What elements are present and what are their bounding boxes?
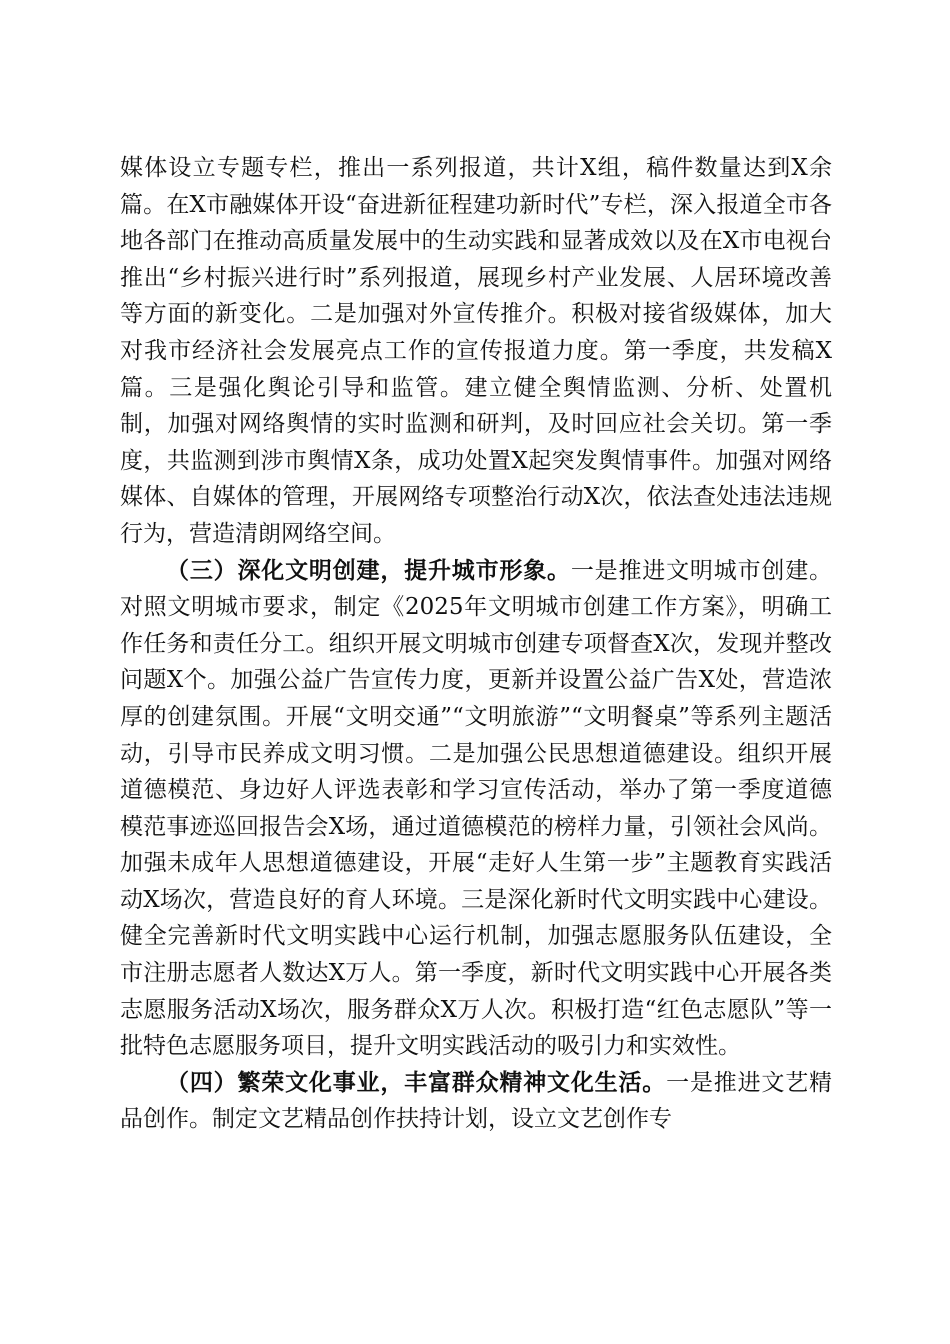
- paragraph-text: 媒体设立专题专栏，推出一系列报道，共计X组，稿件数量达到X余篇。在X市融媒体开设“奋进新征程建功新时代”专栏，深入报道全市各地各部门在推动高质量发展中的生动实践和显著成效以及在X市电视台推出“乡村振兴进行时”系列报道，展现乡村产业发展、人居环境改善等方面的新变化。二是加强对外宣传推介。积极对接省级媒体，加大对我市经济社会发展亮点工作的宣传报道力度。第一季度，共发稿X篇。三是强化舆论引导和监管。建立健全舆情监测、分析、处置机制，加强对网络舆情的实时监测和研判，及时回应社会关切。第一季度，共监测到涉市舆情X条，成功处置X起突发舆情事件。加强对网络媒体、自媒体的管理，开展网络专项整治行动X次，依法查处违法违规行为，营造清朗网络空间。: [120, 155, 832, 547]
- paragraph-text: 一是推进文艺精品创作。制定文艺精品创作扶持计划，设立文艺创作专: [120, 1069, 833, 1133]
- paragraph-text: 一是推进文明城市创建。对照文明城市要求，制定《2025年文明城市创建工作方案》，明确工作任务和责任分工。组织开展文明城市创建专项督查X次，发现并整改问题X个。加强公益广告宣传力度，更新并设置公益广告X处，营造浓厚的创建氛围。开展“文明交通”“文明旅游”“文明餐桌”等系列主题活动，引导市民养成文明习惯。二是加强公民思想道德建设。组织开展道德模范、身边好人评选表彰和学习宣传活动，举办了第一季度道德模范事迹巡回报告会X场，通过道德模范的榜样力量，引领社会风尚。加强未成年人思想道德建设，开展“走好人生第一步”主题教育实践活动X场次，营造良好的育人环境。三是深化新时代文明实践中心建设。健全完善新时代文明实践中心运行机制，加强志愿服务队伍建设，全市注册志愿者人数达X万人。第一季度，新时代文明实践中心开展各类志愿服务活动X场次，服务群众X万人次。积极打造“红色志愿队”等一批特色志愿服务项目，提升文明实践活动的吸引力和实效性。: [120, 557, 833, 1060]
- paragraph-culture: [120, 1065, 832, 1138]
- section-heading-4: （四）繁荣文化事业，丰富群众精神文化生活。: [166, 1068, 667, 1096]
- paragraph-continuation: [120, 150, 832, 553]
- section-heading-3: （三）深化文明创建，提升城市形象。: [166, 556, 571, 584]
- document-body: [120, 150, 832, 1138]
- paragraph-civilization: [120, 553, 832, 1065]
